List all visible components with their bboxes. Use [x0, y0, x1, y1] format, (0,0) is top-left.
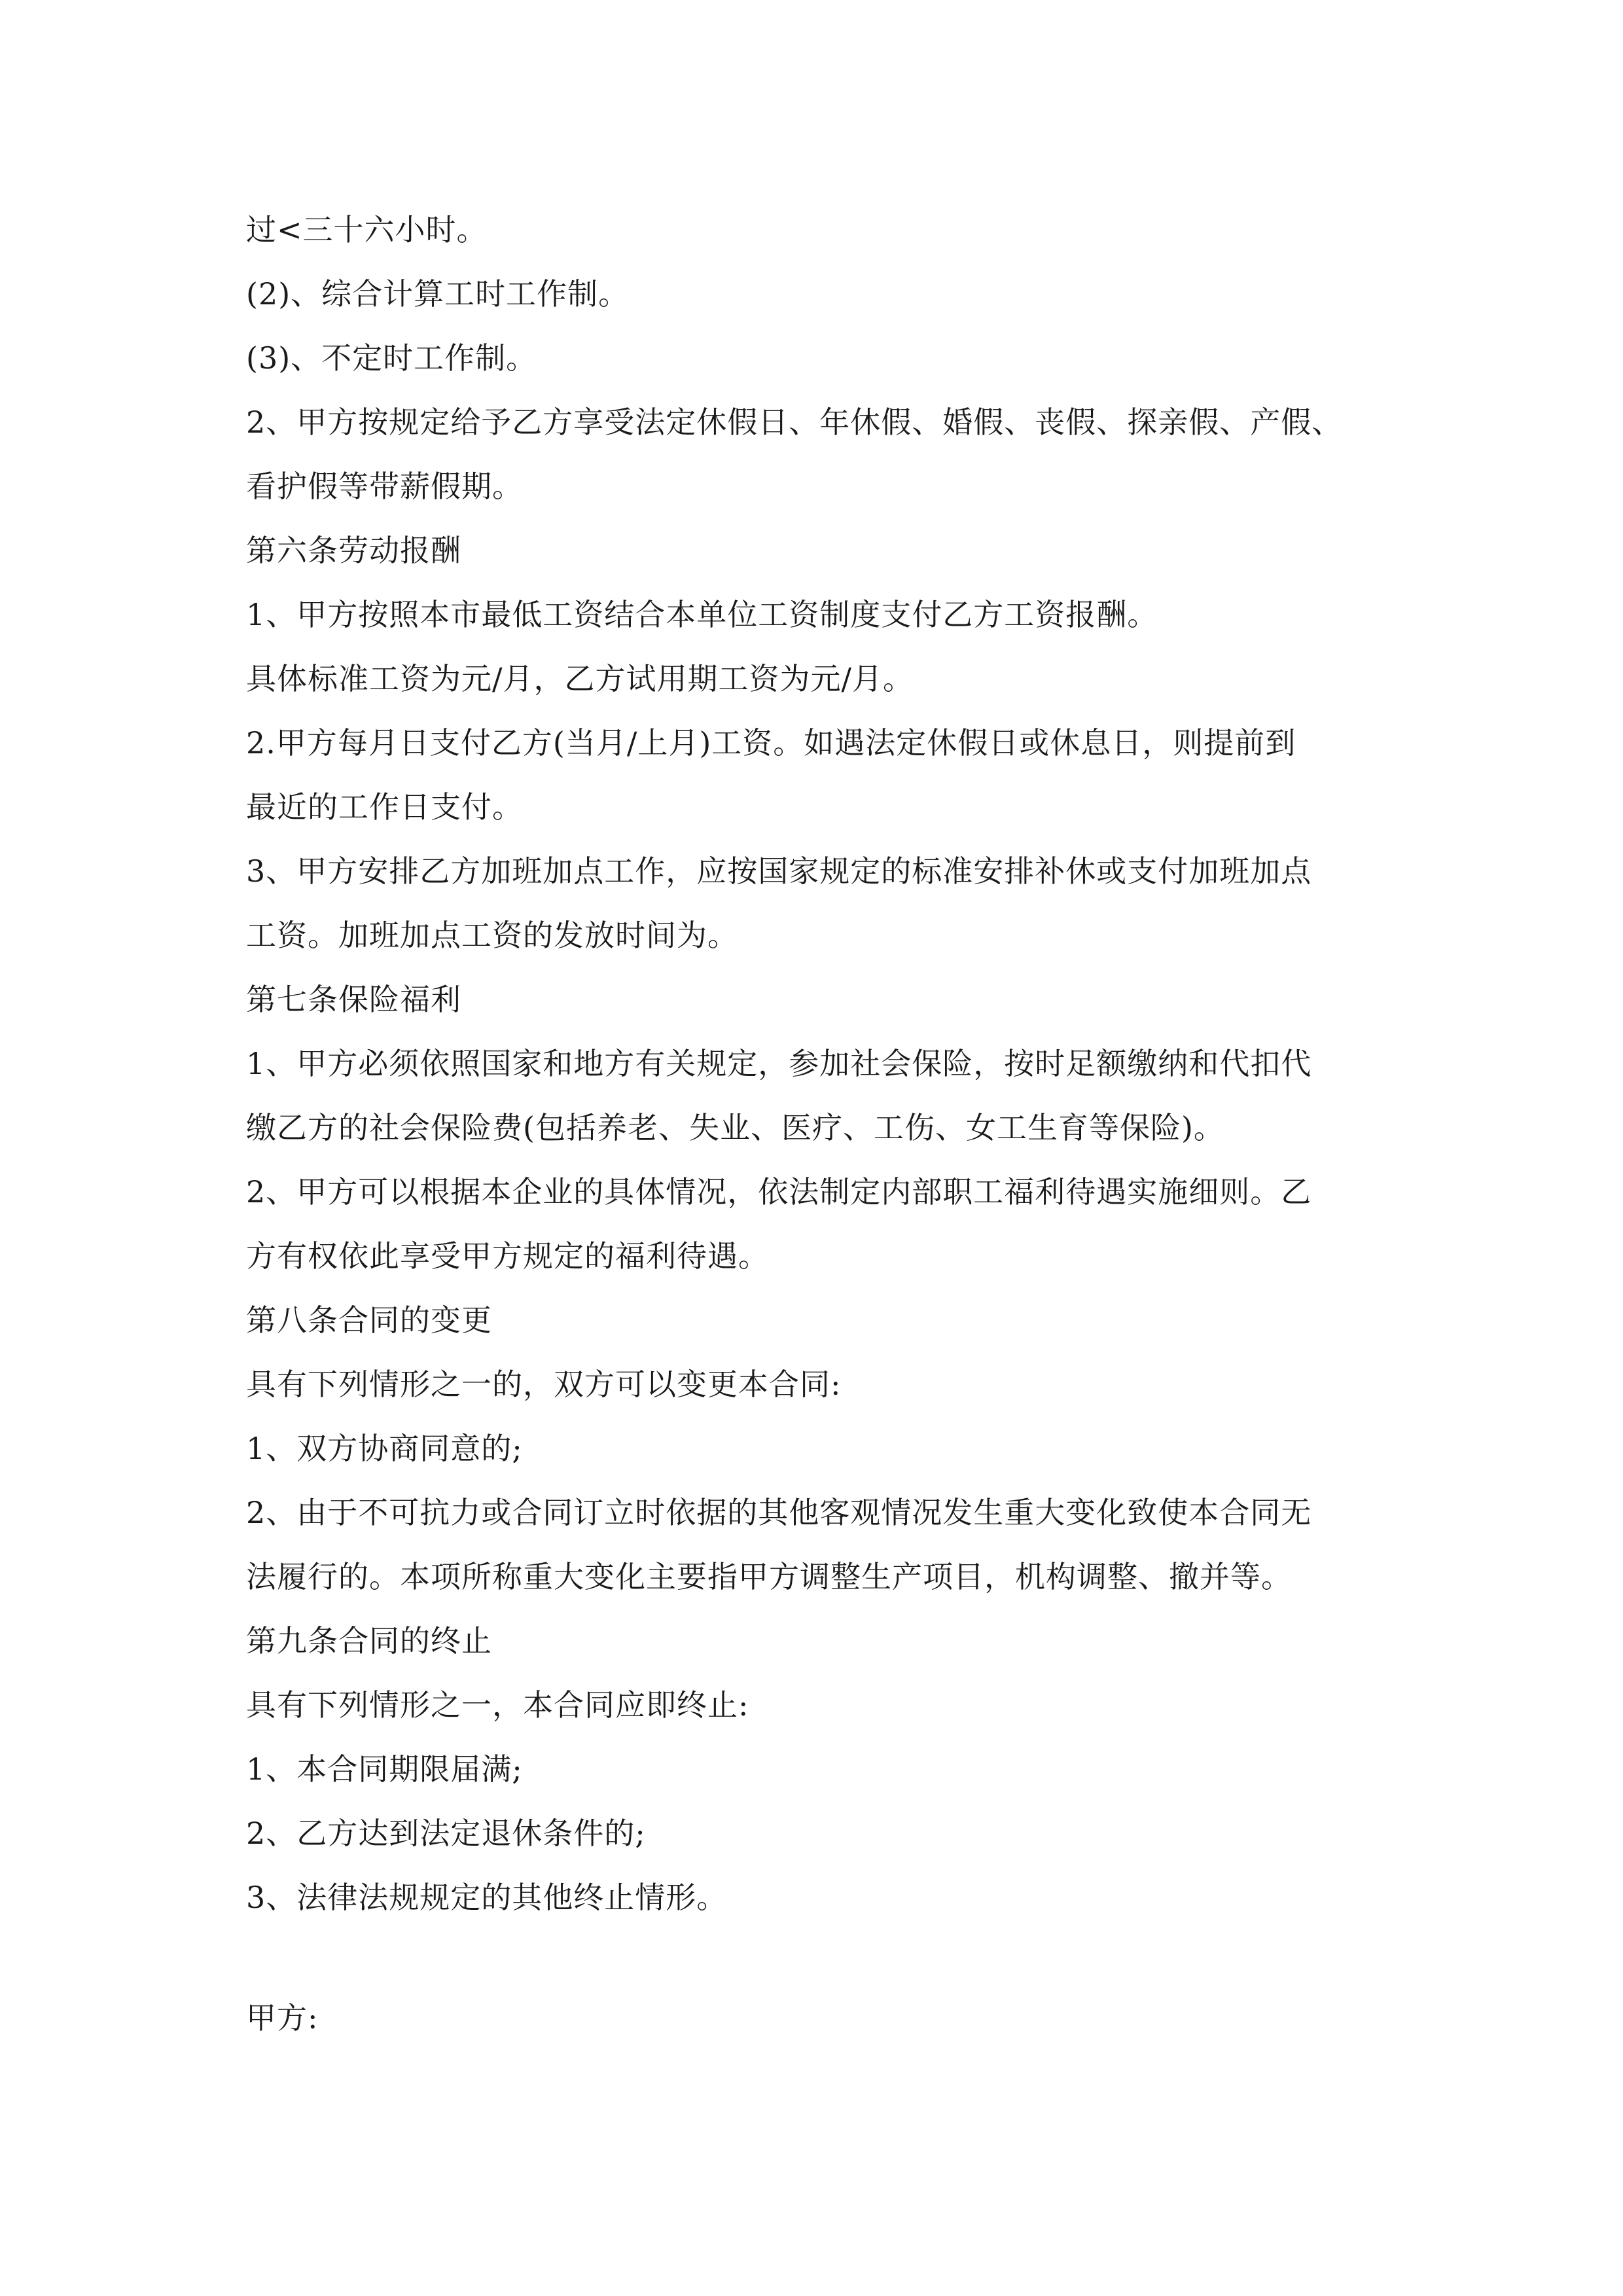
text-line: 2、甲方按规定给予乙方享受法定休假日、年休假、婚假、丧假、探亲假、产假、: [246, 404, 1343, 440]
text-line: 方有权依此享受甲方规定的福利待遇。: [246, 1238, 769, 1274]
section-heading: 第六条劳动报酬: [246, 533, 461, 568]
text-line: 2、乙方达到法定退休条件的;: [246, 1816, 646, 1851]
text-line: 缴乙方的社会保险费(包括养老、失业、医疗、工伤、女工生育等保险)。: [246, 1110, 1224, 1145]
text-line: 工资。加班加点工资的发放时间为。: [246, 918, 738, 953]
text-line: 具有下列情形之一，本合同应即终止:: [246, 1687, 749, 1723]
text-line: 具体标准工资为元/月，乙方试用期工资为元/月。: [246, 661, 914, 696]
text-line: 3、法律法规规定的其他终止情形。: [246, 1880, 728, 1915]
section-heading: 第七条保险福利: [246, 982, 461, 1017]
text-line: 看护假等带薪假期。: [246, 469, 523, 504]
text-line: 2.甲方每月日支付乙方(当月/上月)工资。如遇法定休假日或休息日，则提前到: [246, 725, 1296, 761]
text-line: 1、本合同期限届满;: [246, 1751, 523, 1787]
section-heading: 第九条合同的终止: [246, 1623, 492, 1659]
text-line: 最近的工作日支付。: [246, 789, 523, 825]
text-line: 3、甲方安排乙方加班加点工作，应按国家规定的标准安排补休或支付加班加点: [246, 853, 1312, 889]
text-line: 1、双方协商同意的;: [246, 1431, 523, 1466]
party-a-signature-label: 甲方:: [246, 2000, 319, 2036]
text-line: 2、甲方可以根据本企业的具体情况，依法制定内部职工福利待遇实施细则。乙: [246, 1174, 1312, 1210]
text-line: 1、甲方按照本市最低工资结合本单位工资制度支付乙方工资报酬。: [246, 597, 1158, 632]
text-line: 过<三十六小时。: [246, 212, 488, 247]
text-line: 法履行的。本项所称重大变化主要指甲方调整生产项目，机构调整、撤并等。: [246, 1559, 1292, 1594]
contract-body: [246, 198, 1398, 1929]
text-line: 具有下列情形之一的，双方可以变更本合同:: [246, 1367, 842, 1402]
section-heading: 第八条合同的变更: [246, 1302, 492, 1338]
text-line: (2)、综合计算工时工作制。: [246, 276, 630, 312]
text-line: (3)、不定时工作制。: [246, 340, 537, 376]
text-line: 1、甲方必须依照国家和地方有关规定，参加社会保险，按时足额缴纳和代扣代: [246, 1046, 1312, 1081]
text-line: 2、由于不可抗力或合同订立时依据的其他客观情况发生重大变化致使本合同无: [246, 1495, 1312, 1530]
